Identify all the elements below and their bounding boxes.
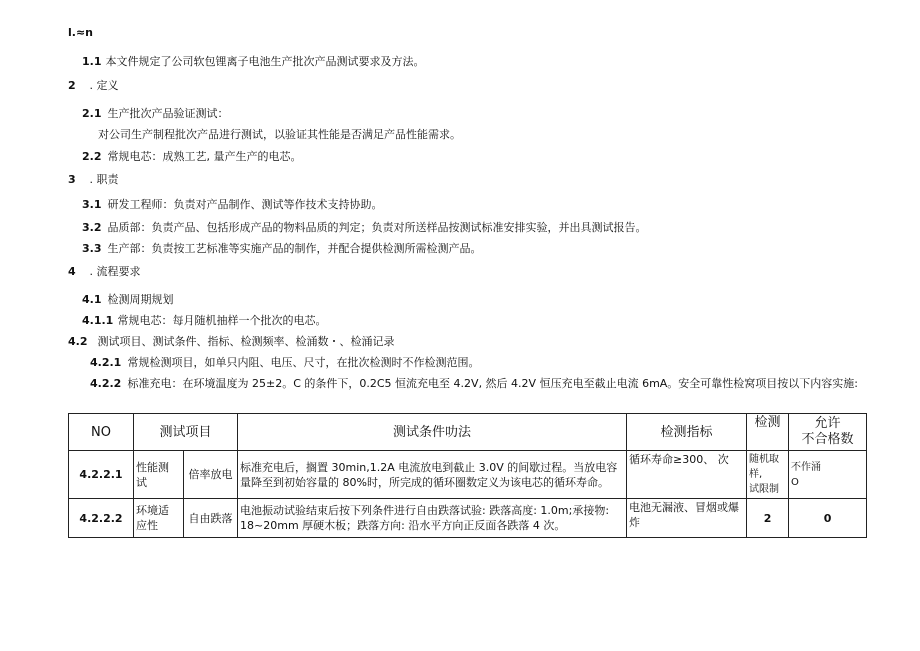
section-number: 3 [68,173,76,186]
section-number: 4 [68,265,76,278]
section-number: 3.1 [82,198,102,211]
section-4-2-2 [90,377,858,391]
table-row [69,499,867,538]
section-4-heading [68,265,141,279]
section-3-heading [68,173,119,187]
header-no: NO [69,414,134,451]
header-allow: 允许 不合格数 [789,414,867,451]
row-no: 4.2.2.2 [69,499,134,538]
table-row [69,451,867,499]
section-text: . 流程要求 [89,265,141,278]
section-number: 2.2 [82,150,102,163]
section-text: 生产批次产品验证测试： [107,107,229,120]
row-no: 4.2.2.1 [69,451,134,499]
section-number: 4.1 [82,293,102,306]
section-number: 4.2.1 [90,356,122,369]
row-allow: 不作涌 O [789,451,867,499]
row-indicator: 循环寿命≥300、 次 [627,451,747,499]
row-condition: 标准充电后，搁置 30min,1.2A 电流放电到截止 3.0V 的间歇过程。当放电容量降至到初始容量的 80%时，所完成的循环圈数定义为该电芯的循环寿命。 [238,451,627,499]
row-subitem: 自由跌落 [184,499,238,538]
section-text: 测试项目、测试条件、指标、检测频率、检涌数・、检涌记录 [97,335,395,348]
section-4-2 [68,335,395,349]
section-number: 4.2.2 [90,377,122,390]
section-3-2 [82,221,647,235]
row-condition: 电池振动试验结束后按下列条件进行自由跌落试验: 跌落高度: 1.0m;承接物: 18~20mm 厚硬木板；跌落方向: 沿水平方向正反面各跌落 4 次。 [238,499,627,538]
section-3-3 [82,242,482,256]
section-2-heading [68,79,119,93]
section-text: . 定义 [89,79,119,92]
header-detect: 检测 [747,414,789,451]
section-number: 1.1 [82,55,102,68]
section-number: 2.1 [82,107,102,120]
section-2-2 [82,150,302,164]
section-text: 常规电芯：每月随机抽样一个批次的电芯。 [117,314,327,327]
section-number: 4.2 [68,335,88,348]
section-text: . 职责 [89,173,119,186]
section-text: 生产部：负责按工艺标准等实施产品的制作，并配合提供检测所需检测产品。 [107,242,482,255]
row-allow: 0 [789,499,867,538]
section-text: 研发工程师：负责对产品制作、测试等作技术支持协助。 [107,198,383,211]
table-header-row [69,414,867,451]
section-text: 检测周期规划 [107,293,174,306]
section-3-1 [82,198,383,212]
row-indicator: 电池无漏液、冒烟或爆 炸 [627,499,747,538]
section-text: 品质部：负责产品、包括形成产品的物料品质的判定；负责对所送样品按测试标准安排实验，并出具测试报告。 [107,221,647,234]
section-text: 常规电芯：成熟工艺, 量产生产的电芯。 [107,150,302,163]
section-number: 2 [68,79,76,92]
header-indicator: 检测指标 [627,414,747,451]
section-number: 3.3 [82,242,102,255]
header-condition: 测试条件叻法 [238,414,627,451]
row-detect: 2 [747,499,789,538]
section-text: 本文件规定了公司软包锂离子电池生产批次产品测试要求及方法。 [105,55,425,68]
section-4-1-1 [82,314,327,328]
section-2-1-body: 对公司生产制程批次产品进行测试，以验证其性能是否满足产品性能需求。 [98,128,461,141]
row-category: 性能测 试 [134,451,184,499]
section-2-1 [82,107,229,121]
row-subitem: 倍率放电 [184,451,238,499]
row-category: 环境适 应性 [134,499,184,538]
row-detect: 随机取样, 试限制 [747,451,789,499]
section-4-2-1 [90,356,480,370]
section-4-1 [82,293,174,307]
section-number: 4.1.1 [82,314,114,327]
section-text: 标准充电：在环境温度为 25±2。C 的条件下，0.2C5 恒流充电至 4.2V, 然后 4.2V 恒压充电至截止电流 6mA。安全可靠性检窝项目按以下内容实施: [127,377,859,390]
header-item: 测试项目 [134,414,238,451]
header-fragment: l.≈n [68,26,93,39]
section-number: 3.2 [82,221,102,234]
test-spec-table [68,413,867,538]
section-1-1 [82,55,425,69]
section-text: 常规检测项目，如单只内阻、电压、尺寸，在批次检测时不作检测范围。 [127,356,480,369]
